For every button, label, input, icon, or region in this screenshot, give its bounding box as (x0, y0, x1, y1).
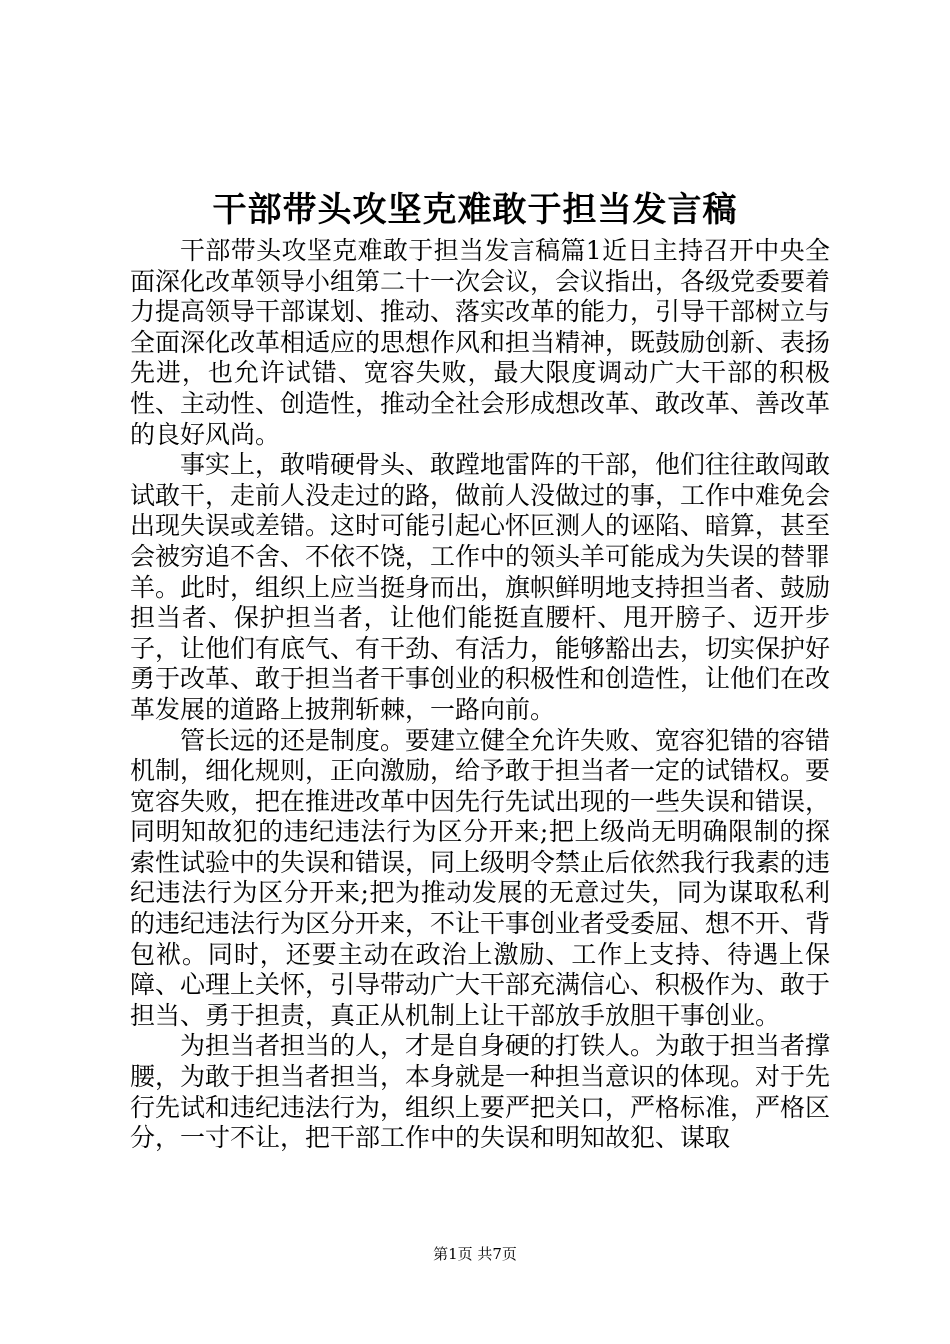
paragraph-1: 干部带头攻坚克难敢于担当发言稿篇1近日主持召开中央全面深化改革领导小组第二十一次会议，会议指出，各级党委要着力提高领导干部谋划、推动、落实改革的能力，引导干部树立与全面深化改革相适应的思想作风和担当精神，既鼓励创新、表扬先进，也允许试错、宽容失败，最大限度调动广大干部的积极性、主动性、创造性，推动全社会形成想改革、敢改革、善改革的良好风尚。 (130, 236, 831, 449)
paragraph-3: 管长远的还是制度。要建立健全允许失败、宽容犯错的容错机制，细化规则，正向激励，给予敢于担当者一定的试错权。要宽容失败，把在推进改革中因先行先试出现的一些失误和错误，同明知故犯的违纪违法行为区分开来;把上级尚无明确限制的探索性试验中的失误和错误，同上级明令禁止后依然我行我素的违纪违法行为区分开来;把为推动发展的无意过失，同为谋取私利的违纪违法行为区分开来，不让干事创业者受委屈、想不开、背包袱。同时，还要主动在政治上激励、工作上支持、待遇上保障、心理上关怀，引导带动广大干部充满信心、积极作为、敢于担当、勇于担责，真正从机制上让干部放手放胆干事创业。 (130, 725, 831, 1030)
paragraph-2: 事实上，敢啃硬骨头、敢蹚地雷阵的干部，他们往往敢闯敢试敢干，走前人没走过的路，做前人没做过的事，工作中难免会出现失误或差错。这时可能引起心怀叵测人的诬陷、暗算，甚至会被穷追不舍、不依不饶，工作中的领头羊可能成为失误的替罪羊。此时，组织上应当挺身而出，旗帜鲜明地支持担当者、鼓励担当者、保护担当者，让他们能挺直腰杆、甩开膀子、迈开步子，让他们有底气、有干劲、有活力，能够豁出去，切实保护好勇于改革、敢于担当者干事创业的积极性和创造性，让他们在改革发展的道路上披荆斩棘，一路向前。 (130, 450, 831, 724)
page-footer: 第1页 共7页 (433, 1245, 517, 1263)
document-title: 干部带头攻坚克难敢于担当发言稿 (212, 190, 738, 230)
paragraph-4: 为担当者担当的人，才是自身硬的打铁人。为敢于担当者撑腰，为敢于担当者担当，本身就是一种担当意识的体现。对于先行先试和违纪违法行为，组织上要严把关口，严格标准，严格区分，一寸不让，把干部工作中的失误和明知故犯、谋取 (130, 1031, 831, 1153)
document-body (130, 236, 830, 1154)
